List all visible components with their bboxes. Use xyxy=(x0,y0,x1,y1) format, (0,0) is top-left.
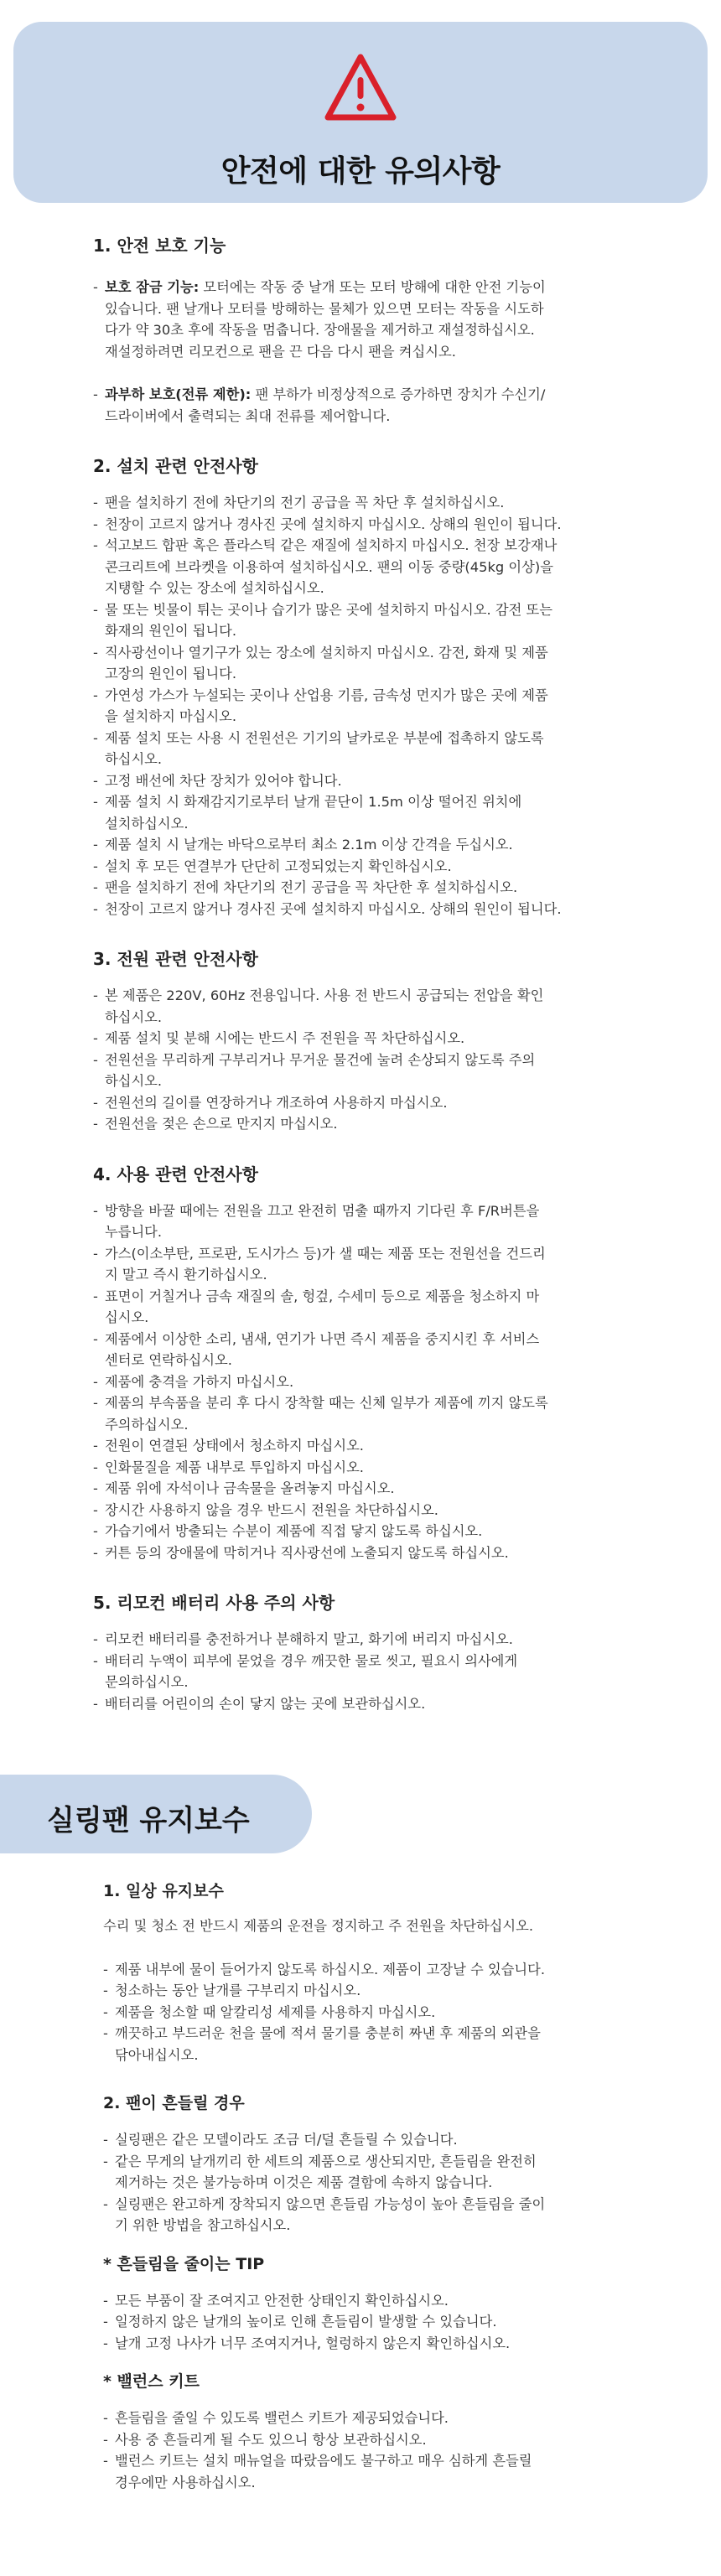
list-item-line: 제품 설치 시 화재감지기로부터 날개 끝단이 1.5m 이상 떨어진 위치에 xyxy=(105,794,522,810)
list-item xyxy=(93,1651,621,1693)
list-item-line: 지탱할 수 있는 장소에 설치하십시오. xyxy=(105,580,324,596)
list-item-line: 제품에 충격을 가하지 마십시오. xyxy=(105,1373,294,1390)
protection-list xyxy=(93,277,621,427)
list-item-line: 하십시오. xyxy=(105,1008,163,1025)
list-item-line: 사용 중 흔들리게 될 수도 있으니 항상 보관하십시오. xyxy=(115,2431,427,2448)
list-item xyxy=(93,1629,621,1651)
list-item-line: 전원선의 길이를 연장하거나 개조하여 사용하지 마십시오. xyxy=(105,1094,448,1111)
intro-text: 수리 및 청소 전 반드시 제품의 운전을 정지하고 주 전원을 차단하십시오. xyxy=(103,1918,534,1934)
list-item-line: 청소하는 동안 날개를 구부리지 마십시오. xyxy=(115,1983,361,1998)
section-title: 1. 안전 보호 기능 xyxy=(93,236,226,256)
list-item xyxy=(93,985,621,1028)
list-item xyxy=(93,1113,621,1135)
battery-list xyxy=(93,1629,621,1714)
page-title: 안전에 대한 유의사항 xyxy=(220,154,501,189)
list-item-line: 경우에만 사용하십시오. xyxy=(115,2474,256,2490)
list-item-line: 제품에서 이상한 소리, 냄새, 연기가 나면 즉시 제품을 중지시킨 후 서비스 xyxy=(105,1330,540,1347)
list-item-line: 콘크리트에 브라켓을 이용하여 설치하십시오. 팬의 이동 중량(45kg 이상)을 xyxy=(105,558,553,575)
list-item xyxy=(103,2002,623,2024)
power-list xyxy=(93,985,621,1135)
list-item xyxy=(93,728,621,770)
list-item-line: 흔들림을 줄일 수 있도록 밸런스 키트가 제공되었습니다. xyxy=(115,2410,449,2426)
safety-header-banner xyxy=(13,22,708,203)
section-title: 2. 설치 관련 안전사항 xyxy=(93,456,258,476)
list-item xyxy=(93,514,621,536)
list-item-line: 설치 후 모든 연결부가 단단히 고정되었는지 확인하십시오. xyxy=(105,858,452,874)
list-item xyxy=(93,277,621,362)
list-item xyxy=(93,1457,621,1479)
list-item xyxy=(93,1478,621,1500)
list-item-line: 제품 설치 및 분해 시에는 반드시 주 전원을 꼭 차단하십시오. xyxy=(105,1030,465,1046)
safety-content xyxy=(0,235,621,1714)
list-item-line: 날개 고정 나사가 너무 조여지거나, 헐렁하지 않은지 확인하십시오. xyxy=(115,2335,511,2351)
list-item xyxy=(93,1392,621,1435)
list-item-line: 배터리를 어린이의 손이 닿지 않는 곳에 보관하십시오. xyxy=(105,1695,426,1712)
list-item xyxy=(93,899,621,920)
list-item-line: 직사광선이나 열기구가 있는 장소에 설치하지 마십시오. 감전, 화재 및 제품 xyxy=(105,644,548,661)
list-item xyxy=(93,1329,621,1371)
list-item xyxy=(93,1693,621,1715)
list-item xyxy=(93,856,621,878)
line: 팬 부하가 비정상적으로 증가하면 장치가 수신기/ xyxy=(251,386,546,402)
list-item-line: 천장이 고르지 않거나 경사진 곳에 설치하지 마십시오. 상해의 원인이 됩니다. xyxy=(105,516,562,532)
wobble-list xyxy=(103,2129,623,2237)
section-daily-maintenance xyxy=(103,1880,623,2065)
list-item xyxy=(103,2333,623,2355)
section-installation xyxy=(93,455,621,920)
usage-list xyxy=(93,1200,621,1564)
section-title: 4. 사용 관련 안전사항 xyxy=(93,1164,258,1184)
list-item xyxy=(93,492,621,514)
list-item xyxy=(93,1371,621,1393)
installation-list xyxy=(93,492,621,920)
list-item xyxy=(103,1980,623,2002)
list-item-line: 전원이 연결된 상태에서 청소하지 마십시오. xyxy=(105,1438,364,1454)
list-item xyxy=(103,2408,623,2429)
section-title: * 밸런스 키트 xyxy=(103,2372,200,2391)
list-item-line: 본 제품은 220V, 60Hz 전용입니다. 사용 전 반드시 공급되는 전압을 확인 xyxy=(105,987,544,1003)
list-item xyxy=(93,384,621,427)
list-item-line: 깨끗하고 부드러운 천을 물에 적셔 물기를 충분히 짜낸 후 제품의 외관을 xyxy=(115,2025,541,2041)
list-item-line: 일정하지 않은 날개의 높이로 인해 흔들림이 발생할 수 있습니다. xyxy=(115,2314,497,2330)
list-item-line: 리모컨 배터리를 충전하거나 분해하지 말고, 화기에 버리지 마십시오. xyxy=(105,1631,513,1647)
list-item xyxy=(103,2194,623,2237)
item-label: 과부하 보호(전류 제한): xyxy=(105,386,252,402)
list-item-line: 기 위한 방법을 참고하십시오. xyxy=(115,2217,291,2233)
list-item-line: 같은 무게의 날개끼리 한 세트의 제품으로 생산되지만, 흔들림을 완전히 xyxy=(115,2153,537,2169)
list-item xyxy=(93,1500,621,1521)
maintenance-content xyxy=(0,1880,623,2493)
list-item-line: 주의하십시오. xyxy=(105,1416,189,1433)
section-balance-kit xyxy=(103,2371,623,2493)
line: 다가 약 30초 후에 작동을 멈춥니다. 장애물을 제거하고 재설정하십시오. xyxy=(105,322,535,338)
section-usage xyxy=(93,1164,621,1564)
list-item-line: 설치하십시오. xyxy=(105,815,189,832)
list-item-line: 실링팬은 같은 모델이라도 조금 더/덜 흔들릴 수 있습니다. xyxy=(115,2132,458,2148)
list-item-line: 방향을 바꿀 때에는 전원을 끄고 완전히 멈출 때까지 기다린 후 F/R버튼을 xyxy=(105,1202,540,1219)
list-item xyxy=(93,642,621,685)
list-item-line: 제거하는 것은 불가능하며 이것은 제품 결함에 속하지 않습니다. xyxy=(115,2174,493,2190)
list-item-line: 전원선을 무리하게 구부리거나 무거운 물건에 눌려 손상되지 않도록 주의 xyxy=(105,1051,536,1068)
list-item xyxy=(103,2290,623,2312)
section-title: 1. 일상 유지보수 xyxy=(103,1882,224,1900)
list-item-line: 인화물질을 제품 내부로 투입하지 마십시오. xyxy=(105,1459,364,1475)
warning-triangle-icon xyxy=(323,52,398,124)
list-item xyxy=(93,1243,621,1286)
list-item xyxy=(103,2151,623,2194)
list-item-line: 고정 배선에 차단 장치가 있어야 합니다. xyxy=(105,772,342,789)
line: 모터에는 작동 중 날개 또는 모터 방해에 대한 안전 기능이 xyxy=(199,279,546,295)
maintenance-banner xyxy=(0,1775,312,1853)
list-item-line: 가습기에서 방출되는 수분이 제품에 직접 닿지 않도록 하십시오. xyxy=(105,1523,483,1539)
list-item-line: 모든 부품이 잘 조여지고 안전한 상태인지 확인하십시오. xyxy=(115,2292,449,2309)
line: 있습니다. 팬 날개나 모터를 방해하는 물체가 있으면 모터는 작동을 시도하 xyxy=(105,300,544,317)
list-item-line: 제품 내부에 물이 들어가지 않도록 하십시오. 제품이 고장날 수 있습니다. xyxy=(115,1961,546,1977)
list-item xyxy=(103,2129,623,2151)
list-item-line: 장시간 사용하지 않을 경우 반드시 전원을 차단하십시오. xyxy=(105,1501,438,1518)
section-title: * 흔들림을 줄이는 TIP xyxy=(103,2254,265,2273)
list-item-line: 팬을 설치하기 전에 차단기의 전기 공급을 꼭 차단한 후 설치하십시오. xyxy=(105,879,518,895)
section-wobble-tip xyxy=(103,2253,623,2355)
section-fan-wobble xyxy=(103,2092,623,2237)
section-safety-protection xyxy=(93,235,621,427)
tip-list xyxy=(103,2290,623,2355)
line: 재설정하려면 리모컨으로 팬을 끈 다음 다시 팬을 켜십시오. xyxy=(105,343,456,360)
list-item xyxy=(93,1435,621,1457)
list-item xyxy=(103,2311,623,2333)
list-item-line: 십시오. xyxy=(105,1309,149,1325)
list-item-line: 을 설치하지 마십시오. xyxy=(105,708,237,724)
list-item xyxy=(93,834,621,856)
list-item-line: 제품 설치 또는 사용 시 전원선은 기기의 날카로운 부분에 접촉하지 않도록 xyxy=(105,729,544,746)
section-battery xyxy=(93,1592,621,1714)
list-item-line: 전원선을 젖은 손으로 만지지 마십시오. xyxy=(105,1116,338,1132)
list-item xyxy=(93,599,621,642)
list-item-line: 천장이 고르지 않거나 경사진 곳에 설치하지 마십시오. 상해의 원인이 됩니다. xyxy=(105,900,562,917)
list-item-line: 실링팬은 완고하게 장착되지 않으면 흔들림 가능성이 높아 흔들림을 줄이 xyxy=(115,2195,546,2212)
list-item-line: 가스(이소부탄, 프로판, 도시가스 등)가 샐 때는 제품 또는 전원선을 건드리 xyxy=(105,1245,546,1262)
list-item-line: 팬을 설치하기 전에 차단기의 전기 공급을 꼭 차단 후 설치하십시오. xyxy=(105,495,505,511)
list-item-line: 고장의 원인이 됩니다. xyxy=(105,666,237,682)
list-item-line: 가연성 가스가 누설되는 곳이나 산업용 기름, 금속성 먼지가 많은 곳에 제품 xyxy=(105,687,548,703)
list-item xyxy=(93,1050,621,1092)
list-item-line: 제품 설치 시 날개는 바닥으로부터 최소 2.1m 이상 간격을 두십시오. xyxy=(105,837,513,853)
list-item-line: 지 말고 즉시 환기하십시오. xyxy=(105,1267,267,1283)
list-item-line: 표면이 거칠거나 금속 재질의 솔, 헝겊, 수세미 등으로 제품을 청소하지 마 xyxy=(105,1288,540,1304)
list-item-line: 석고보드 합판 혹은 플라스틱 같은 재질에 설치하지 마십시오. 천장 보강재나 xyxy=(105,537,558,553)
list-item xyxy=(93,1542,621,1564)
list-item xyxy=(93,685,621,728)
list-item-line: 하십시오. xyxy=(105,1073,163,1089)
list-item-line: 닦아내십시오. xyxy=(115,2046,199,2063)
maintenance-title: 실링팬 유지보수 xyxy=(47,1804,250,1837)
list-item xyxy=(93,1521,621,1542)
list-item-line: 하십시오. xyxy=(105,751,163,767)
list-item-line: 누릅니다. xyxy=(105,1224,163,1240)
list-item-line: 제품을 청소할 때 알칼리성 세제를 사용하지 마십시오. xyxy=(115,2003,436,2020)
list-item xyxy=(93,1200,621,1243)
list-item xyxy=(93,1092,621,1114)
list-item xyxy=(93,535,621,599)
list-item-line: 제품의 부속품을 분리 후 다시 장착할 때는 신체 일부가 제품에 끼지 않도록 xyxy=(105,1395,548,1411)
list-item-line: 물 또는 빗물이 튀는 곳이나 습기가 많은 곳에 설치하지 마십시오. 감전 또는 xyxy=(105,601,552,618)
section-power xyxy=(93,948,621,1135)
list-item-line: 문의하십시오. xyxy=(105,1674,189,1690)
list-item xyxy=(103,2450,623,2493)
daily-list xyxy=(103,1959,623,2066)
list-item xyxy=(93,877,621,899)
list-item xyxy=(93,770,621,792)
list-item-line: 배터리 누액이 피부에 묻었을 경우 깨끗한 물로 씻고, 필요시 의사에게 xyxy=(105,1652,518,1669)
item-label: 보호 잠금 기능: xyxy=(105,279,200,295)
list-item-line: 화재의 원인이 됩니다. xyxy=(105,623,237,639)
line: 드라이버에서 출력되는 최대 전류를 제어합니다. xyxy=(105,407,391,424)
list-item-line: 밸런스 키트는 설치 매뉴얼을 따랐음에도 불구하고 매우 심하게 흔들릴 xyxy=(115,2453,532,2469)
list-item-line: 제품 위에 자석이나 금속물을 올려놓지 마십시오. xyxy=(105,1480,395,1496)
section-title: 5. 리모컨 배터리 사용 주의 사항 xyxy=(93,1593,335,1613)
list-item-line: 센터로 연락하십시오. xyxy=(105,1352,232,1368)
list-item xyxy=(103,2429,623,2451)
list-item-line: 커튼 등의 장애물에 막히거나 직사광선에 노출되지 않도록 하십시오. xyxy=(105,1544,509,1561)
list-item xyxy=(103,2023,623,2065)
section-title: 2. 팬이 흔들릴 경우 xyxy=(103,2094,245,2112)
kit-list xyxy=(103,2408,623,2493)
list-item xyxy=(103,1959,623,1981)
list-item xyxy=(93,791,621,834)
section-title: 3. 전원 관련 안전사항 xyxy=(93,949,258,969)
list-item xyxy=(93,1028,621,1050)
list-item xyxy=(93,1286,621,1329)
